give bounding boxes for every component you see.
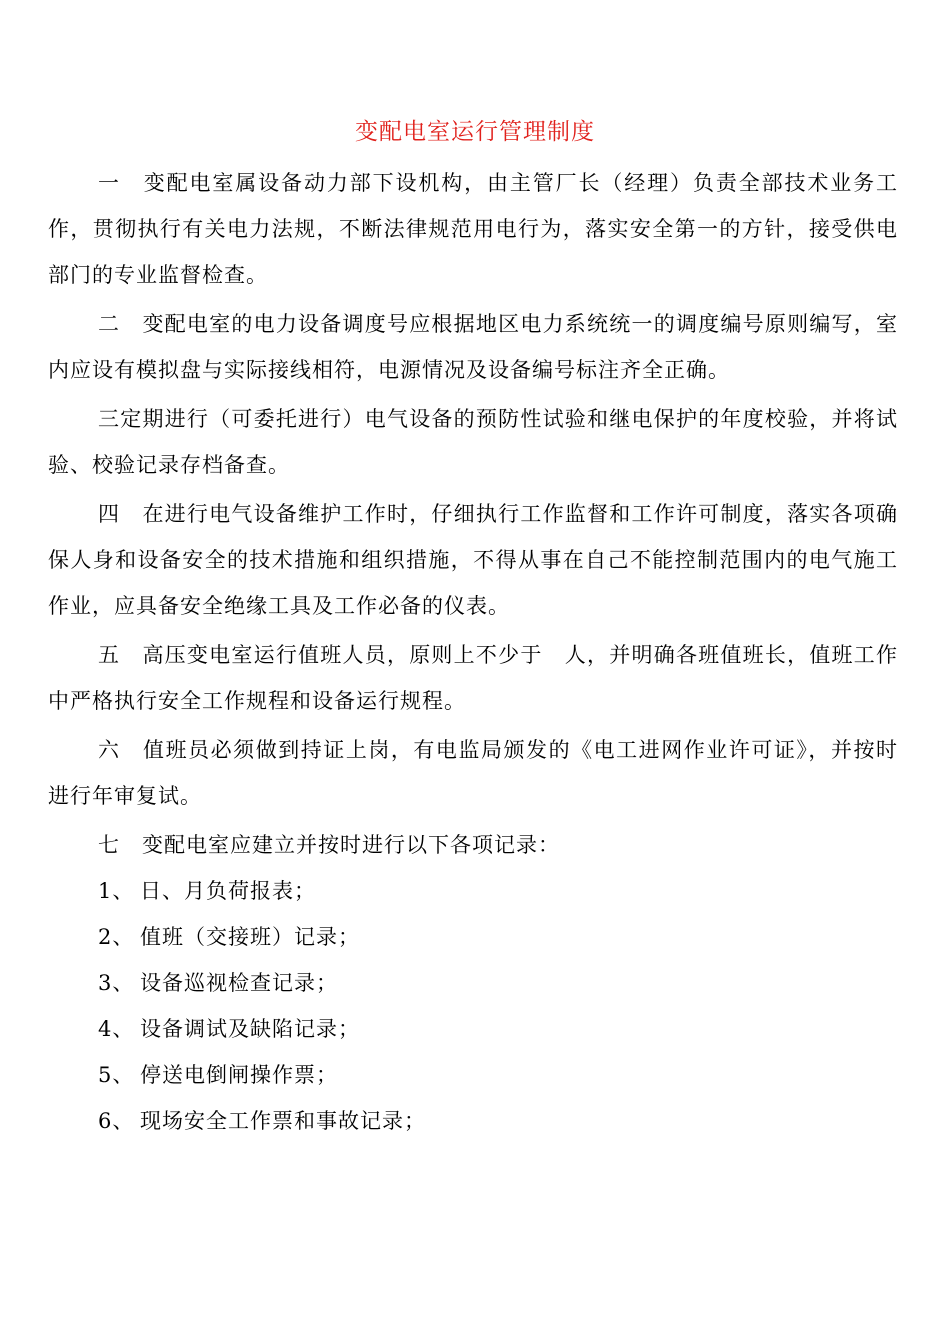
list-item [48, 960, 898, 1006]
list-item [48, 868, 898, 914]
list-item-text: 设备巡视检查记录； [140, 971, 338, 995]
list-item [48, 914, 898, 960]
document-title: 变配电室运行管理制度 [355, 119, 595, 145]
list-item [48, 1098, 898, 1144]
list-item-text: 值班（交接班）记录； [140, 925, 360, 949]
list-item [48, 1052, 898, 1098]
paragraph-7: 七 变配电室应建立并按时进行以下各项记录： [98, 833, 560, 857]
list-item-number: 1、 [98, 879, 135, 903]
list-item-number: 3、 [98, 971, 135, 995]
list-item-text: 停送电倒闸操作票； [140, 1063, 338, 1087]
list-item-number: 5、 [98, 1063, 135, 1087]
list-item-text: 现场安全工作票和事故记录； [140, 1109, 426, 1133]
paragraph-5: 五 高压变电室运行值班人员，原则上不少于 人，并明确各班值班长，值班工作中严格执行安全工作规程和设备运行规程。 [48, 643, 898, 713]
paragraph-6: 六 值班员必须做到持证上岗，有电监局颁发的《电工进网作业许可证》，并按时进行年审复试。 [48, 738, 898, 808]
paragraph-4: 四 在进行电气设备维护工作时，仔细执行工作监督和工作许可制度，落实各项确保人身和设备安全的技术措施和组织措施，不得从事在自己不能控制范围内的电气施工作业，应具备安全绝缘工具及工作必备的仪表。 [48, 502, 898, 618]
paragraph-1: 一 变配电室属设备动力部下设机构，由主管厂长（经理）负责全部技术业务工作，贯彻执行有关电力法规，不断法律规范用电行为，落实安全第一的方针，接受供电部门的专业监督检查。 [48, 171, 898, 287]
paragraph-3: 三定期进行（可委托进行）电气设备的预防性试验和继电保护的年度校验，并将试验、校验记录存档备查。 [48, 407, 898, 477]
list-item-text: 日、月负荷报表； [140, 879, 316, 903]
list-item-text: 设备调试及缺陷记录； [140, 1017, 360, 1041]
list-item-number: 2、 [98, 925, 135, 949]
document-body [48, 160, 898, 1144]
list-item-number: 6、 [98, 1109, 135, 1133]
paragraph-2: 二 变配电室的电力设备调度号应根据地区电力系统统一的调度编号原则编写，室内应设有模拟盘与实际接线相符，电源情况及设备编号标注齐全正确。 [48, 312, 898, 382]
list-item [48, 1006, 898, 1052]
list-item-number: 4、 [98, 1017, 135, 1041]
